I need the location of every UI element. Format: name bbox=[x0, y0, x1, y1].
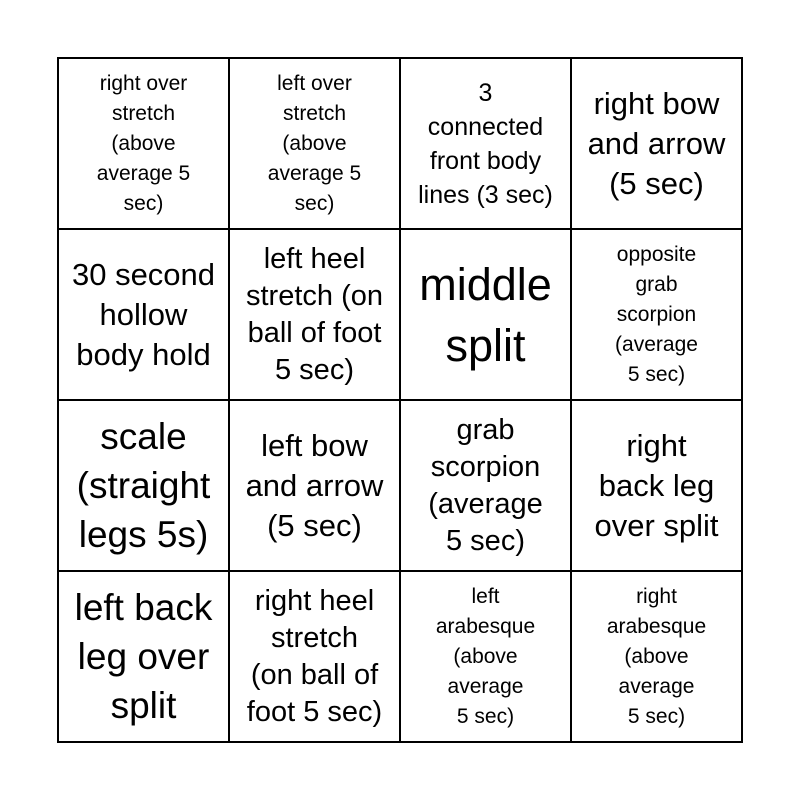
bingo-cell-r2c1[interactable] bbox=[58, 229, 229, 400]
bingo-board bbox=[57, 57, 743, 743]
cell-label: grab scorpion (average 5 sec) bbox=[428, 413, 543, 557]
bingo-cell-r2c4[interactable] bbox=[571, 229, 742, 400]
cell-label: 3 connected front body lines (3 sec) bbox=[418, 78, 553, 209]
cell-label: left arabesque (above average 5 sec) bbox=[435, 584, 536, 728]
cell-label: left back leg over split bbox=[74, 587, 213, 726]
bingo-cell-r1c4[interactable] bbox=[571, 58, 742, 229]
bingo-cell-r4c2[interactable] bbox=[229, 571, 400, 742]
bingo-cell-r4c3[interactable] bbox=[400, 571, 571, 742]
bingo-cell-r1c1[interactable] bbox=[58, 58, 229, 229]
bingo-cell-r3c2[interactable] bbox=[229, 400, 400, 571]
bingo-cell-r1c2[interactable] bbox=[229, 58, 400, 229]
bingo-cell-r3c4[interactable] bbox=[571, 400, 742, 571]
bingo-cell-r1c3[interactable] bbox=[400, 58, 571, 229]
cell-label: left heel stretch (on ball of foot 5 sec) bbox=[246, 242, 383, 386]
cell-label: opposite grab scorpion (average 5 sec) bbox=[615, 242, 698, 386]
cell-label: right bow and arrow (5 sec) bbox=[587, 85, 726, 201]
cell-label: right arabesque (above average 5 sec) bbox=[606, 584, 707, 728]
bingo-cell-r3c3[interactable] bbox=[400, 400, 571, 571]
cell-label: right back leg over split bbox=[594, 427, 719, 543]
bingo-cell-r4c4[interactable] bbox=[571, 571, 742, 742]
cell-label: scale (straight legs 5s) bbox=[76, 416, 211, 555]
cell-label: middle split bbox=[419, 258, 552, 371]
bingo-cell-r2c3[interactable] bbox=[400, 229, 571, 400]
bingo-cell-r2c2[interactable] bbox=[229, 229, 400, 400]
bingo-cell-r3c1[interactable] bbox=[58, 400, 229, 571]
cell-label: 30 second hollow body hold bbox=[71, 256, 216, 372]
cell-label: left bow and arrow (5 sec) bbox=[245, 427, 384, 543]
cell-label: right over stretch (above average 5 sec) bbox=[96, 71, 191, 215]
cell-label: left over stretch (above average 5 sec) bbox=[267, 71, 362, 215]
cell-label: right heel stretch (on ball of foot 5 sec) bbox=[246, 584, 383, 728]
bingo-cell-r4c1[interactable] bbox=[58, 571, 229, 742]
